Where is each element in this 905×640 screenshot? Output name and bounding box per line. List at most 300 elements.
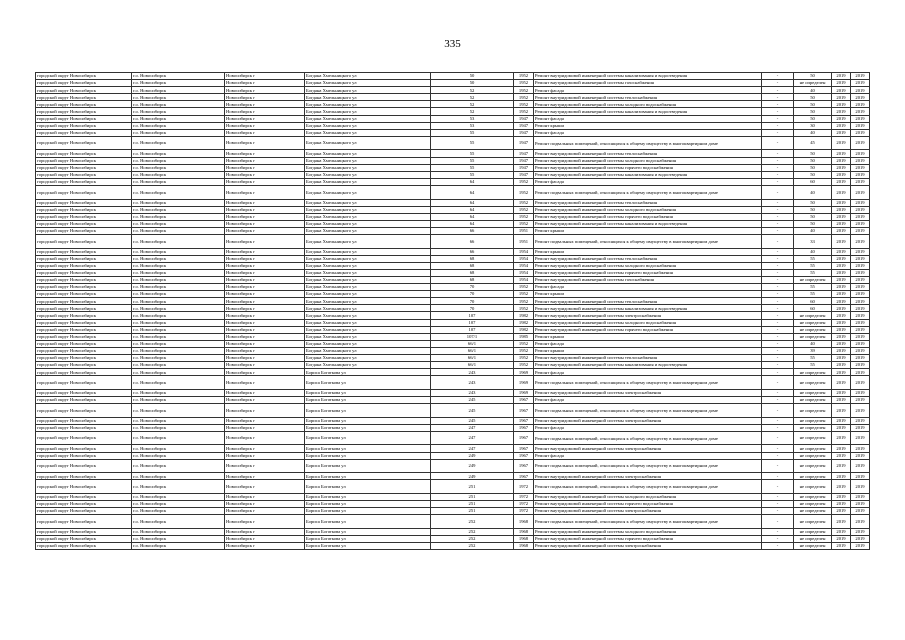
- street-cell: Богдана Хмельницкого ул: [305, 284, 431, 291]
- table-row: [36, 535, 870, 542]
- wear-percent-cell: 45: [794, 136, 832, 150]
- start-year-cell: 2019: [832, 157, 851, 164]
- table-row: [36, 515, 870, 529]
- start-year-cell: 2019: [832, 396, 851, 403]
- street-cell: Богдана Хмельницкого ул: [305, 108, 431, 115]
- street-cell: Богдана Хмельницкого ул: [305, 87, 431, 94]
- start-year-cell: 2019: [832, 369, 851, 376]
- street-cell: Богдана Хмельницкого ул: [305, 347, 431, 354]
- municipality-cell: г.о. Новосибирск: [132, 164, 225, 171]
- city-cell: Новосибирск г: [225, 340, 305, 347]
- city-cell: Новосибирск г: [225, 164, 305, 171]
- district-cell: городской округ Новосибирск: [36, 362, 132, 369]
- end-year-cell: 2019: [851, 248, 870, 255]
- wear-percent-cell: 50: [794, 206, 832, 213]
- year-built-cell: 1952: [514, 347, 534, 354]
- city-cell: Новосибирск г: [225, 326, 305, 333]
- work-type-cell: Ремонт крыши: [534, 291, 762, 298]
- district-cell: городской округ Новосибирск: [36, 248, 132, 255]
- house-number-cell: 68: [431, 262, 514, 269]
- start-year-cell: 2019: [832, 340, 851, 347]
- table-body: [36, 73, 870, 550]
- city-cell: Новосибирск г: [225, 319, 305, 326]
- dash-cell: -: [762, 354, 794, 361]
- table-row: [36, 508, 870, 515]
- work-type-cell: Ремонт подвальных помещений, относящихся к общему имуществу в многоквартирном доме: [534, 376, 762, 390]
- work-type-cell: Ремонт внутридомовой инженерной системы канализования и водоотведения: [534, 362, 762, 369]
- wear-percent-cell: 50: [794, 73, 832, 80]
- wear-percent-cell: не определен: [794, 493, 832, 500]
- district-cell: городской округ Новосибирск: [36, 389, 132, 396]
- start-year-cell: 2019: [832, 312, 851, 319]
- house-number-cell: 53: [431, 115, 514, 122]
- district-cell: городской округ Новосибирск: [36, 87, 132, 94]
- end-year-cell: 2019: [851, 87, 870, 94]
- table-row: [36, 171, 870, 178]
- municipality-cell: г.о. Новосибирск: [132, 445, 225, 452]
- year-built-cell: 1952: [514, 199, 534, 206]
- district-cell: городской округ Новосибирск: [36, 185, 132, 199]
- work-type-cell: Ремонт внутридомовой инженерной системы теплоснабжения: [534, 255, 762, 262]
- city-cell: Новосибирск г: [225, 508, 305, 515]
- district-cell: городской округ Новосибирск: [36, 459, 132, 473]
- work-type-cell: Ремонт внутридомовой инженерной системы холодного водоснабжения: [534, 319, 762, 326]
- wear-percent-cell: 40: [794, 227, 832, 234]
- start-year-cell: 2019: [832, 333, 851, 340]
- end-year-cell: 2019: [851, 276, 870, 283]
- city-cell: Новосибирск г: [225, 473, 305, 480]
- year-built-cell: 1968: [514, 528, 534, 535]
- year-built-cell: 1951: [514, 234, 534, 248]
- end-year-cell: 2019: [851, 157, 870, 164]
- city-cell: Новосибирск г: [225, 417, 305, 424]
- city-cell: Новосибирск г: [225, 431, 305, 445]
- end-year-cell: 2019: [851, 389, 870, 396]
- start-year-cell: 2019: [832, 431, 851, 445]
- end-year-cell: 2019: [851, 213, 870, 220]
- city-cell: Новосибирск г: [225, 87, 305, 94]
- start-year-cell: 2019: [832, 234, 851, 248]
- dash-cell: -: [762, 213, 794, 220]
- dash-cell: -: [762, 298, 794, 305]
- house-number-cell: 55: [431, 150, 514, 157]
- street-cell: Богдана Хмельницкого ул: [305, 115, 431, 122]
- district-cell: городской округ Новосибирск: [36, 234, 132, 248]
- wear-percent-cell: не определен: [794, 424, 832, 431]
- year-built-cell: 1967: [514, 404, 534, 418]
- start-year-cell: 2019: [832, 248, 851, 255]
- table-row: [36, 73, 870, 80]
- street-cell: Богдана Хмельницкого ул: [305, 164, 431, 171]
- start-year-cell: 2019: [832, 136, 851, 150]
- table-row: [36, 276, 870, 283]
- dash-cell: -: [762, 94, 794, 101]
- house-number-cell: 249: [431, 452, 514, 459]
- work-type-cell: Ремонт подвальных помещений, относящихся к общему имуществу в многоквартирном доме: [534, 480, 762, 494]
- end-year-cell: 2019: [851, 129, 870, 136]
- year-built-cell: 1952: [514, 94, 534, 101]
- house-number-cell: 55: [431, 164, 514, 171]
- house-number-cell: 66/1: [431, 354, 514, 361]
- work-type-cell: Ремонт внутридомовой инженерной системы теплоснабжения: [534, 94, 762, 101]
- house-number-cell: 107: [431, 326, 514, 333]
- municipality-cell: г.о. Новосибирск: [132, 136, 225, 150]
- municipality-cell: г.о. Новосибирск: [132, 424, 225, 431]
- district-cell: городской округ Новосибирск: [36, 276, 132, 283]
- start-year-cell: 2019: [832, 508, 851, 515]
- work-type-cell: Ремонт подвальных помещений, относящихся к общему имуществу в многоквартирном доме: [534, 185, 762, 199]
- city-cell: Новосибирск г: [225, 220, 305, 227]
- city-cell: Новосибирск г: [225, 291, 305, 298]
- year-built-cell: 1982: [514, 326, 534, 333]
- start-year-cell: 2019: [832, 269, 851, 276]
- work-type-cell: Ремонт внутридомовой инженерной системы горячего водоснабжения: [534, 213, 762, 220]
- table-row: [36, 129, 870, 136]
- work-type-cell: Ремонт внутридомовой инженерной системы холодного водоснабжения: [534, 157, 762, 164]
- start-year-cell: 2019: [832, 164, 851, 171]
- start-year-cell: 2019: [832, 326, 851, 333]
- end-year-cell: 2019: [851, 535, 870, 542]
- start-year-cell: 2019: [832, 535, 851, 542]
- wear-percent-cell: не определен: [794, 326, 832, 333]
- work-type-cell: Ремонт подвальных помещений, относящихся к общему имуществу в многоквартирном доме: [534, 459, 762, 473]
- house-number-cell: 66/1: [431, 362, 514, 369]
- year-built-cell: 1972: [514, 480, 534, 494]
- year-built-cell: 1947: [514, 122, 534, 129]
- wear-percent-cell: 55: [794, 291, 832, 298]
- work-type-cell: Ремонт подвальных помещений, относящихся к общему имуществу в многоквартирном доме: [534, 515, 762, 529]
- dash-cell: -: [762, 340, 794, 347]
- work-type-cell: Ремонт крыши: [534, 248, 762, 255]
- start-year-cell: 2019: [832, 528, 851, 535]
- wear-percent-cell: не определен: [794, 515, 832, 529]
- start-year-cell: 2019: [832, 150, 851, 157]
- street-cell: Богдана Хмельницкого ул: [305, 248, 431, 255]
- house-number-cell: 52: [431, 87, 514, 94]
- house-number-cell: 64: [431, 206, 514, 213]
- house-number-cell: 245: [431, 396, 514, 403]
- work-type-cell: Ремонт внутридомовой инженерной системы канализования и водоотведения: [534, 305, 762, 312]
- municipality-cell: г.о. Новосибирск: [132, 473, 225, 480]
- district-cell: городской округ Новосибирск: [36, 213, 132, 220]
- district-cell: городской округ Новосибирск: [36, 220, 132, 227]
- wear-percent-cell: 40: [794, 248, 832, 255]
- work-type-cell: Ремонт внутридомовой инженерной системы холодного водоснабжения: [534, 206, 762, 213]
- end-year-cell: 2019: [851, 319, 870, 326]
- dash-cell: -: [762, 234, 794, 248]
- wear-percent-cell: не определен: [794, 389, 832, 396]
- work-type-cell: Ремонт подвальных помещений, относящихся к общему имуществу в многоквартирном доме: [534, 234, 762, 248]
- city-cell: Новосибирск г: [225, 515, 305, 529]
- table-row: [36, 369, 870, 376]
- municipality-cell: г.о. Новосибирск: [132, 276, 225, 283]
- work-type-cell: Ремонт фасада: [534, 115, 762, 122]
- municipality-cell: г.о. Новосибирск: [132, 376, 225, 390]
- city-cell: Новосибирск г: [225, 115, 305, 122]
- start-year-cell: 2019: [832, 206, 851, 213]
- dash-cell: -: [762, 362, 794, 369]
- street-cell: Бориса Богаткова ул: [305, 396, 431, 403]
- district-cell: городской округ Новосибирск: [36, 298, 132, 305]
- work-type-cell: Ремонт внутридомовой инженерной системы электроснабжения: [534, 445, 762, 452]
- start-year-cell: 2019: [832, 101, 851, 108]
- dash-cell: -: [762, 376, 794, 390]
- start-year-cell: 2019: [832, 213, 851, 220]
- wear-percent-cell: не определен: [794, 404, 832, 418]
- district-cell: городской округ Новосибирск: [36, 326, 132, 333]
- end-year-cell: 2019: [851, 515, 870, 529]
- district-cell: городской округ Новосибирск: [36, 312, 132, 319]
- table-row: [36, 80, 870, 87]
- end-year-cell: 2019: [851, 500, 870, 507]
- street-cell: Богдана Хмельницкого ул: [305, 291, 431, 298]
- street-cell: Бориса Богаткова ул: [305, 459, 431, 473]
- wear-percent-cell: не определен: [794, 276, 832, 283]
- house-number-cell: 68: [431, 269, 514, 276]
- dash-cell: -: [762, 404, 794, 418]
- wear-percent-cell: 60: [794, 305, 832, 312]
- district-cell: городской округ Новосибирск: [36, 80, 132, 87]
- district-cell: городской округ Новосибирск: [36, 157, 132, 164]
- street-cell: Бориса Богаткова ул: [305, 424, 431, 431]
- work-type-cell: Ремонт внутридомовой инженерной системы канализования и водоотведения: [534, 220, 762, 227]
- house-number-cell: 50: [431, 80, 514, 87]
- house-number-cell: 252: [431, 535, 514, 542]
- city-cell: Новосибирск г: [225, 199, 305, 206]
- table-row: [36, 333, 870, 340]
- start-year-cell: 2019: [832, 542, 851, 549]
- end-year-cell: 2019: [851, 150, 870, 157]
- end-year-cell: 2019: [851, 445, 870, 452]
- year-built-cell: 1951: [514, 227, 534, 234]
- year-built-cell: 1972: [514, 493, 534, 500]
- street-cell: Богдана Хмельницкого ул: [305, 354, 431, 361]
- work-type-cell: Ремонт внутридомовой инженерной системы электроснабжения: [534, 312, 762, 319]
- work-type-cell: Ремонт внутридомовой инженерной системы электроснабжения: [534, 389, 762, 396]
- municipality-cell: г.о. Новосибирск: [132, 150, 225, 157]
- wear-percent-cell: 40: [794, 340, 832, 347]
- dash-cell: -: [762, 326, 794, 333]
- work-type-cell: Ремонт фасада: [534, 87, 762, 94]
- table-row: [36, 262, 870, 269]
- city-cell: Новосибирск г: [225, 493, 305, 500]
- table-row: [36, 473, 870, 480]
- city-cell: Новосибирск г: [225, 396, 305, 403]
- year-built-cell: 1952: [514, 178, 534, 185]
- work-type-cell: Ремонт внутридомовой инженерной системы горячего водоснабжения: [534, 535, 762, 542]
- street-cell: Богдана Хмельницкого ул: [305, 227, 431, 234]
- dash-cell: -: [762, 424, 794, 431]
- year-built-cell: 1969: [514, 369, 534, 376]
- work-type-cell: Ремонт внутридомовой инженерной системы электроснабжения: [534, 542, 762, 549]
- municipality-cell: г.о. Новосибирск: [132, 508, 225, 515]
- house-number-cell: 249: [431, 473, 514, 480]
- table-row: [36, 213, 870, 220]
- end-year-cell: 2019: [851, 333, 870, 340]
- district-cell: городской округ Новосибирск: [36, 115, 132, 122]
- year-built-cell: 1968: [514, 535, 534, 542]
- dash-cell: -: [762, 269, 794, 276]
- dash-cell: -: [762, 185, 794, 199]
- street-cell: Богдана Хмельницкого ул: [305, 269, 431, 276]
- house-number-cell: 107/1: [431, 333, 514, 340]
- dash-cell: -: [762, 227, 794, 234]
- table-row: [36, 136, 870, 150]
- municipality-cell: г.о. Новосибирск: [132, 305, 225, 312]
- year-built-cell: 1972: [514, 508, 534, 515]
- wear-percent-cell: 40: [794, 87, 832, 94]
- district-cell: городской округ Новосибирск: [36, 493, 132, 500]
- street-cell: Богдана Хмельницкого ул: [305, 185, 431, 199]
- district-cell: городской округ Новосибирск: [36, 255, 132, 262]
- district-cell: городской округ Новосибирск: [36, 445, 132, 452]
- city-cell: Новосибирск г: [225, 376, 305, 390]
- house-number-cell: 68: [431, 255, 514, 262]
- dash-cell: -: [762, 199, 794, 206]
- district-cell: городской округ Новосибирск: [36, 122, 132, 129]
- house-number-cell: 252: [431, 542, 514, 549]
- year-built-cell: 1969: [514, 389, 534, 396]
- municipality-cell: г.о. Новосибирск: [132, 354, 225, 361]
- house-number-cell: 55: [431, 157, 514, 164]
- wear-percent-cell: не определен: [794, 480, 832, 494]
- street-cell: Богдана Хмельницкого ул: [305, 312, 431, 319]
- end-year-cell: 2019: [851, 101, 870, 108]
- table-row: [36, 255, 870, 262]
- city-cell: Новосибирск г: [225, 535, 305, 542]
- city-cell: Новосибирск г: [225, 234, 305, 248]
- street-cell: Богдана Хмельницкого ул: [305, 234, 431, 248]
- street-cell: Богдана Хмельницкого ул: [305, 262, 431, 269]
- district-cell: городской округ Новосибирск: [36, 424, 132, 431]
- city-cell: Новосибирск г: [225, 73, 305, 80]
- work-type-cell: Ремонт внутридомовой инженерной системы холодного водоснабжения: [534, 262, 762, 269]
- start-year-cell: 2019: [832, 129, 851, 136]
- table-row: [36, 150, 870, 157]
- work-type-cell: Ремонт фасада: [534, 340, 762, 347]
- dash-cell: -: [762, 178, 794, 185]
- district-cell: городской округ Новосибирск: [36, 542, 132, 549]
- end-year-cell: 2019: [851, 136, 870, 150]
- municipality-cell: г.о. Новосибирск: [132, 115, 225, 122]
- end-year-cell: 2019: [851, 431, 870, 445]
- house-number-cell: 251: [431, 500, 514, 507]
- year-built-cell: 1954: [514, 248, 534, 255]
- start-year-cell: 2019: [832, 376, 851, 390]
- end-year-cell: 2019: [851, 312, 870, 319]
- house-number-cell: 64: [431, 213, 514, 220]
- house-number-cell: 66: [431, 248, 514, 255]
- municipality-cell: г.о. Новосибирск: [132, 417, 225, 424]
- end-year-cell: 2019: [851, 376, 870, 390]
- work-type-cell: Ремонт внутридомовой инженерной системы электроснабжения: [534, 508, 762, 515]
- work-type-cell: Ремонт фасада: [534, 424, 762, 431]
- start-year-cell: 2019: [832, 500, 851, 507]
- house-number-cell: 50: [431, 73, 514, 80]
- municipality-cell: г.о. Новосибирск: [132, 227, 225, 234]
- street-cell: Богдана Хмельницкого ул: [305, 199, 431, 206]
- city-cell: Новосибирск г: [225, 284, 305, 291]
- table-row: [36, 284, 870, 291]
- dash-cell: -: [762, 369, 794, 376]
- table-row: [36, 389, 870, 396]
- start-year-cell: 2019: [832, 122, 851, 129]
- work-type-cell: Ремонт крыши: [534, 333, 762, 340]
- start-year-cell: 2019: [832, 80, 851, 87]
- year-built-cell: 1972: [514, 500, 534, 507]
- city-cell: Новосибирск г: [225, 528, 305, 535]
- district-cell: городской округ Новосибирск: [36, 354, 132, 361]
- end-year-cell: 2019: [851, 199, 870, 206]
- district-cell: городской округ Новосибирск: [36, 396, 132, 403]
- street-cell: Бориса Богаткова ул: [305, 376, 431, 390]
- start-year-cell: 2019: [832, 298, 851, 305]
- work-type-cell: Ремонт внутридомовой инженерной системы холодного водоснабжения: [534, 101, 762, 108]
- street-cell: Богдана Хмельницкого ул: [305, 362, 431, 369]
- house-number-cell: 66: [431, 227, 514, 234]
- wear-percent-cell: 50: [794, 199, 832, 206]
- table-row: [36, 319, 870, 326]
- start-year-cell: 2019: [832, 227, 851, 234]
- city-cell: Новосибирск г: [225, 389, 305, 396]
- street-cell: Бориса Богаткова ул: [305, 480, 431, 494]
- dash-cell: -: [762, 108, 794, 115]
- house-number-cell: 107: [431, 319, 514, 326]
- city-cell: Новосибирск г: [225, 480, 305, 494]
- house-number-cell: 55: [431, 129, 514, 136]
- end-year-cell: 2019: [851, 122, 870, 129]
- start-year-cell: 2019: [832, 493, 851, 500]
- dash-cell: -: [762, 389, 794, 396]
- table-row: [36, 108, 870, 115]
- street-cell: Бориса Богаткова ул: [305, 508, 431, 515]
- start-year-cell: 2019: [832, 452, 851, 459]
- end-year-cell: 2019: [851, 369, 870, 376]
- table-row: [36, 157, 870, 164]
- wear-percent-cell: 60: [794, 298, 832, 305]
- municipality-cell: г.о. Новосибирск: [132, 452, 225, 459]
- dash-cell: -: [762, 87, 794, 94]
- municipality-cell: г.о. Новосибирск: [132, 73, 225, 80]
- city-cell: Новосибирск г: [225, 404, 305, 418]
- end-year-cell: 2019: [851, 227, 870, 234]
- year-built-cell: 1967: [514, 473, 534, 480]
- municipality-cell: г.о. Новосибирск: [132, 500, 225, 507]
- house-number-cell: 66/1: [431, 340, 514, 347]
- year-built-cell: 1947: [514, 150, 534, 157]
- wear-percent-cell: 55: [794, 362, 832, 369]
- dash-cell: -: [762, 473, 794, 480]
- work-type-cell: Ремонт фасада: [534, 178, 762, 185]
- start-year-cell: 2019: [832, 87, 851, 94]
- district-cell: городской округ Новосибирск: [36, 150, 132, 157]
- street-cell: Богдана Хмельницкого ул: [305, 298, 431, 305]
- street-cell: Бориса Богаткова ул: [305, 528, 431, 535]
- start-year-cell: 2019: [832, 424, 851, 431]
- city-cell: Новосибирск г: [225, 255, 305, 262]
- year-built-cell: 1952: [514, 305, 534, 312]
- city-cell: Новосибирск г: [225, 500, 305, 507]
- dash-cell: -: [762, 101, 794, 108]
- city-cell: Новосибирск г: [225, 262, 305, 269]
- dash-cell: -: [762, 493, 794, 500]
- district-cell: городской округ Новосибирск: [36, 473, 132, 480]
- start-year-cell: 2019: [832, 171, 851, 178]
- table-row: [36, 115, 870, 122]
- street-cell: Бориса Богаткова ул: [305, 452, 431, 459]
- city-cell: Новосибирск г: [225, 445, 305, 452]
- year-built-cell: 1952: [514, 362, 534, 369]
